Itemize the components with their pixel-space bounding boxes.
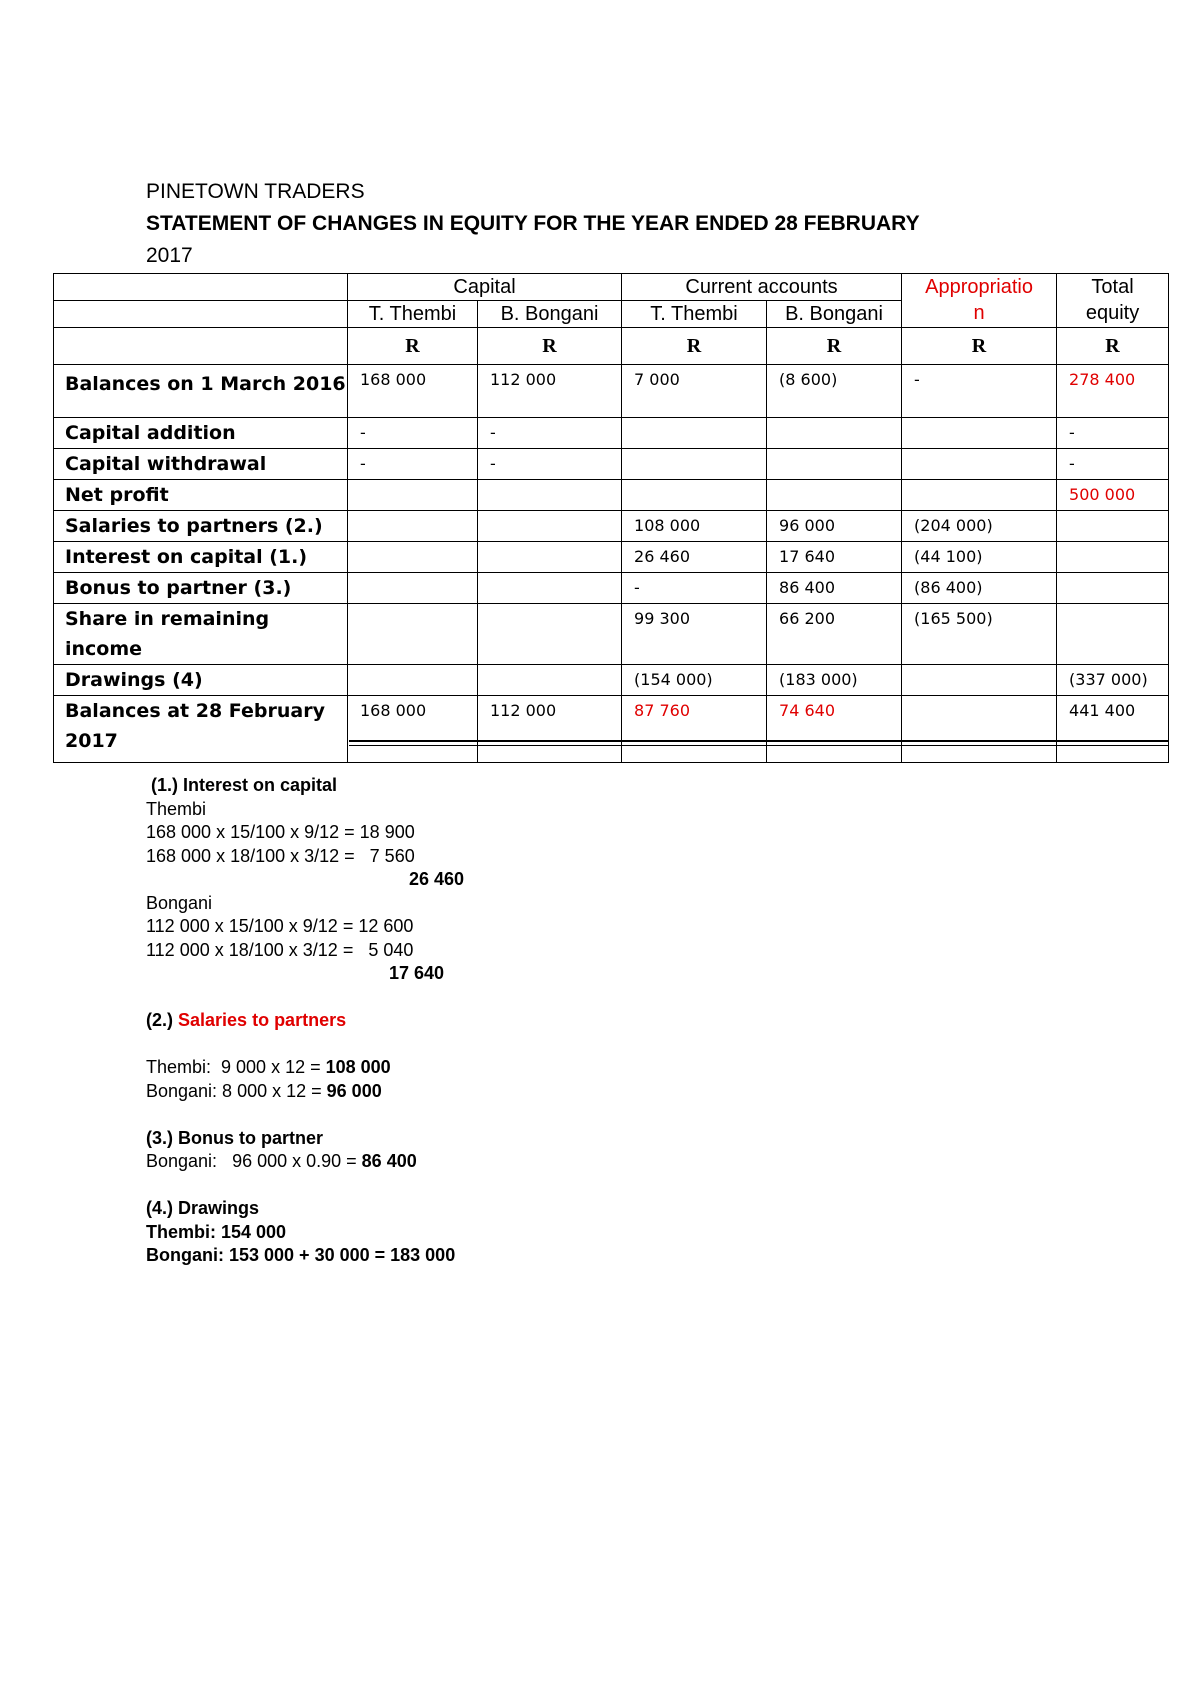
equity-table <box>53 273 1169 763</box>
table-cell: (165 500) <box>902 604 1057 665</box>
header-appropriation-line2: n <box>973 302 985 324</box>
note-thembi-total: 26 460 <box>409 869 465 889</box>
table-row <box>54 480 1169 511</box>
table-cell: (204 000) <box>902 511 1057 542</box>
table-cell <box>348 604 478 665</box>
table-row <box>54 449 1169 480</box>
table-cell: 500 000 <box>1057 480 1169 511</box>
table-cell <box>478 665 622 696</box>
note-bonus-heading: (3.) Bonus to partner <box>146 1127 324 1148</box>
note-thembi-calc-1: 168 000 x 15/100 x 9/12 = 18 900 <box>146 822 415 842</box>
table-cell: - <box>348 418 478 449</box>
table-cell: 87 760 <box>622 696 767 763</box>
table-cell: - <box>348 449 478 480</box>
table-row <box>54 604 1169 665</box>
workings-notes <box>146 774 464 1268</box>
currency-label: R <box>478 328 622 365</box>
table-cell <box>767 449 902 480</box>
table-cell <box>902 480 1057 511</box>
header-total-line1: Total <box>1091 276 1134 298</box>
table-cell <box>622 449 767 480</box>
note-salary-thembi <box>146 1056 464 1080</box>
row-label-line2: 2017 <box>65 730 118 752</box>
currency-label: R <box>902 328 1057 365</box>
header-blank <box>54 301 348 328</box>
table-cell: 86 400 <box>767 573 902 604</box>
table-cell <box>1057 542 1169 573</box>
table-cell <box>902 418 1057 449</box>
statement-heading: STATEMENT OF CHANGES IN EQUITY FOR THE YEAR ENDED 28 FEBRUARY <box>146 212 920 235</box>
table-cell: 168 000 <box>348 696 478 763</box>
table-cell: 112 000 <box>478 696 622 763</box>
row-label <box>54 696 348 763</box>
note-bongani-calc-1: 112 000 x 15/100 x 9/12 = 12 600 <box>146 916 414 936</box>
table-cell: - <box>478 418 622 449</box>
table-row <box>54 365 1169 418</box>
table-cell: 96 000 <box>767 511 902 542</box>
row-label: Net profit <box>54 480 348 511</box>
spacer <box>146 1174 464 1198</box>
table-cell: 168 000 <box>348 365 478 418</box>
table-cell: 108 000 <box>622 511 767 542</box>
table-cell: - <box>902 365 1057 418</box>
row-label: Capital addition <box>54 418 348 449</box>
header-current-accounts: Current accounts <box>622 274 902 301</box>
table-row <box>54 665 1169 696</box>
table-cell <box>348 573 478 604</box>
note-drawings-bongani: Bongani: 153 000 + 30 000 = 183 000 <box>146 1245 456 1265</box>
table-cell <box>1057 604 1169 665</box>
table-cell: 66 200 <box>767 604 902 665</box>
note-thembi-label: Thembi <box>146 798 207 819</box>
spacer <box>146 986 464 1010</box>
table-cell <box>767 480 902 511</box>
table-cell <box>478 480 622 511</box>
currency-label: R <box>348 328 478 365</box>
header-current-bongani: B. Bongani <box>767 301 902 328</box>
table-cell <box>622 480 767 511</box>
currency-label: R <box>622 328 767 365</box>
company-name: PINETOWN TRADERS <box>146 180 365 203</box>
currency-label: R <box>1057 328 1169 365</box>
note-bonus-calc-text: Bongani: 96 000 x 0.90 = <box>146 1151 362 1171</box>
note-salary-bongani <box>146 1080 464 1104</box>
table-cell <box>478 542 622 573</box>
header-row-currency <box>54 328 1169 365</box>
table-cell <box>348 511 478 542</box>
table-cell: (183 000) <box>767 665 902 696</box>
spacer <box>146 1103 464 1127</box>
row-label: Capital withdrawal <box>54 449 348 480</box>
table-cell <box>478 511 622 542</box>
table-cell: 278 400 <box>1057 365 1169 418</box>
header-blank <box>54 274 348 301</box>
table-cell <box>348 480 478 511</box>
header-capital-bongani: B. Bongani <box>478 301 622 328</box>
note-thembi-calc-2: 168 000 x 18/100 x 3/12 = 7 560 <box>146 845 415 866</box>
note-interest-heading: (1.) Interest on capital <box>146 775 338 795</box>
table-row <box>54 573 1169 604</box>
table-cell <box>767 418 902 449</box>
header-blank <box>54 328 348 365</box>
note-drawings-thembi: Thembi: 154 000 <box>146 1221 287 1242</box>
note-salaries-number: (2.) <box>146 1010 179 1030</box>
header-current-thembi: T. Thembi <box>622 301 767 328</box>
note-salaries-heading <box>146 1009 464 1033</box>
header-total-equity <box>1057 274 1169 328</box>
table-row <box>54 418 1169 449</box>
table-cell: 7 000 <box>622 365 767 418</box>
table-cell <box>902 696 1057 763</box>
table-cell: - <box>1057 449 1169 480</box>
table-cell: (86 400) <box>902 573 1057 604</box>
table-cell: (154 000) <box>622 665 767 696</box>
spacer <box>146 1033 464 1057</box>
table-cell: (337 000) <box>1057 665 1169 696</box>
table-row <box>54 511 1169 542</box>
table-cell <box>348 665 478 696</box>
table-cell: 26 460 <box>622 542 767 573</box>
table-cell: - <box>622 573 767 604</box>
table-cell: 112 000 <box>478 365 622 418</box>
row-label: Salaries to partners (2.) <box>54 511 348 542</box>
note-bongani-total: 17 640 <box>389 963 445 983</box>
table-cell <box>1057 573 1169 604</box>
row-label: Share in remaining income <box>54 604 348 665</box>
header-capital: Capital <box>348 274 622 301</box>
row-label: Balances on 1 March 2016 <box>54 365 348 418</box>
note-salaries-title: Salaries to partners <box>178 1010 347 1030</box>
table-cell: - <box>1057 418 1169 449</box>
double-underline <box>349 740 1168 746</box>
row-label-line1: Balances at 28 February <box>65 700 325 722</box>
header-appropriation <box>902 274 1057 328</box>
table-cell <box>478 573 622 604</box>
header-appropriation-line1: Appropriatio <box>925 276 1033 298</box>
note-salary-thembi-calc: Thembi: 9 000 x 12 = <box>146 1057 326 1077</box>
note-salary-bongani-value: 96 000 <box>326 1080 382 1101</box>
table-cell <box>478 604 622 665</box>
row-label: Drawings (4) <box>54 665 348 696</box>
table-cell: (44 100) <box>902 542 1057 573</box>
table-cell: (8 600) <box>767 365 902 418</box>
note-bongani-label: Bongani <box>146 892 213 913</box>
table-cell: 74 640 <box>767 696 902 763</box>
table-row <box>54 542 1169 573</box>
note-salary-bongani-calc: Bongani: 8 000 x 12 = <box>146 1080 327 1101</box>
header-capital-thembi: T. Thembi <box>348 301 478 328</box>
row-label: Bonus to partner (3.) <box>54 573 348 604</box>
note-bonus-value: 86 400 <box>361 1151 417 1171</box>
table-cell: 17 640 <box>767 542 902 573</box>
table-cell <box>622 418 767 449</box>
table-cell <box>1057 511 1169 542</box>
table-cell: 441 400 <box>1057 696 1169 763</box>
table-row-closing <box>54 696 1169 763</box>
table-cell <box>348 542 478 573</box>
note-drawings-heading: (4.) Drawings <box>146 1198 260 1218</box>
header-total-line2: equity <box>1085 302 1140 324</box>
statement-year: 2017 <box>146 244 193 267</box>
header-row-groups <box>54 274 1169 301</box>
table-cell: - <box>478 449 622 480</box>
table-cell <box>902 449 1057 480</box>
note-salary-thembi-value: 108 000 <box>325 1057 391 1077</box>
table-cell <box>902 665 1057 696</box>
table-cell: 99 300 <box>622 604 767 665</box>
note-bonus-calc <box>146 1150 464 1174</box>
currency-label: R <box>767 328 902 365</box>
row-label: Interest on capital (1.) <box>54 542 348 573</box>
note-bongani-calc-2: 112 000 x 18/100 x 3/12 = 5 040 <box>146 939 414 960</box>
